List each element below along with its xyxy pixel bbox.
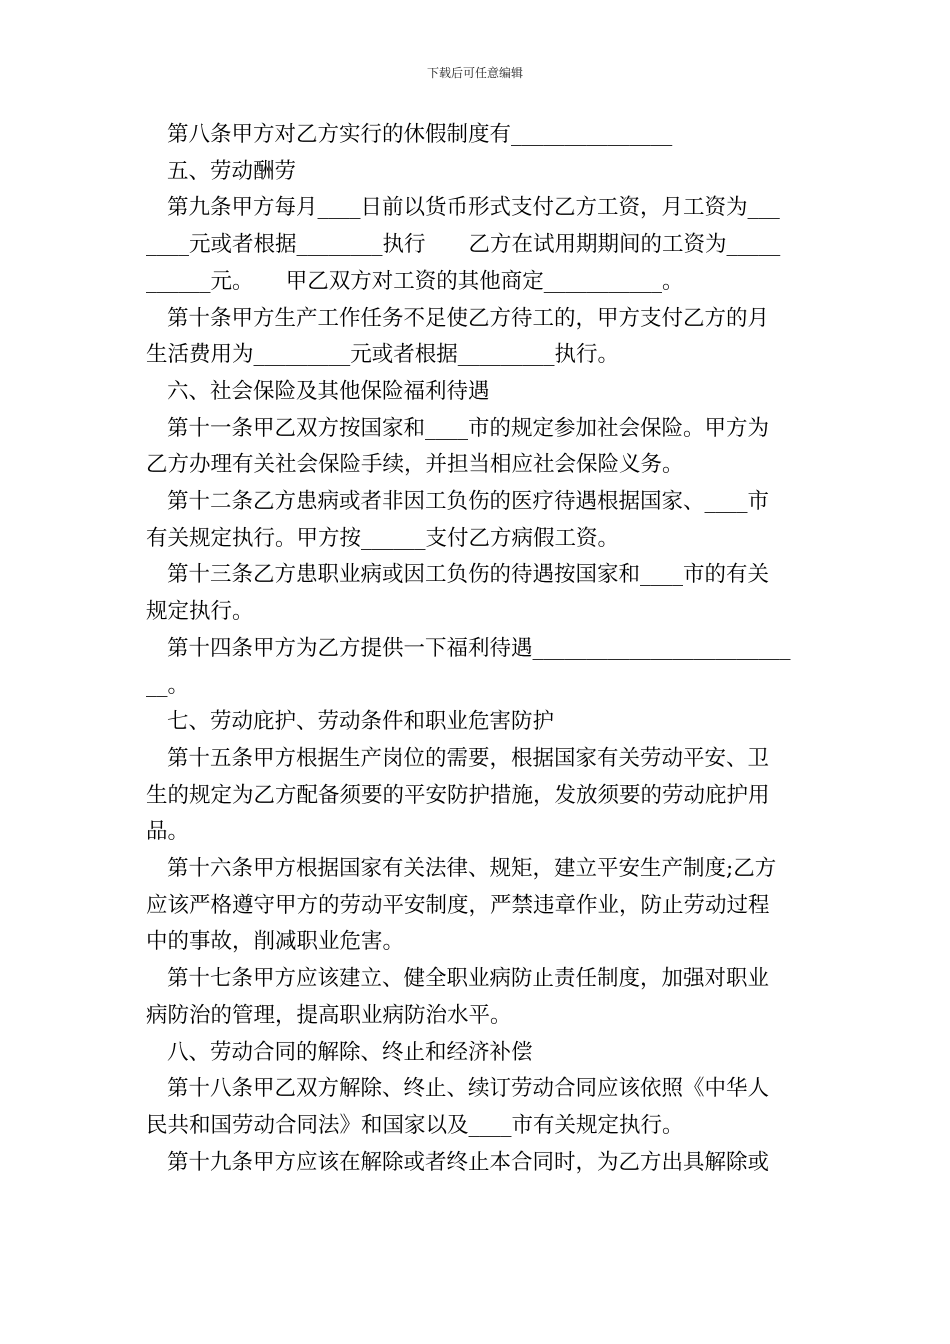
text-line: 规定执行。 — [146, 599, 254, 624]
text-line: 第十五条甲方根据生产岗位的需要，根据国家有关劳动平安、卫 — [167, 746, 770, 771]
text-line: 乙方办理有关社会保险手续，并担当相应社会保险义务。 — [146, 452, 684, 477]
text-line: 六、社会保险及其他保险福利待遇 — [167, 379, 490, 404]
page-header: 下载后可任意编辑 — [426, 66, 523, 80]
text-line: 病防治的管理，提高职业病防治水平。 — [146, 1003, 512, 1028]
text-line: 七、劳动庇护、劳动条件和职业危害防护 — [167, 709, 555, 734]
text-line: ______元。 甲乙双方对工资的其他商定___________。 — [146, 269, 684, 294]
text-line: 第十九条甲方应该在解除或者终止本合同时，为乙方出具解除或 — [167, 1150, 770, 1175]
text-line: 品。 — [146, 819, 190, 844]
text-line: 生活费用为_________元或者根据_________执行。 — [146, 342, 620, 367]
text-line: ____元或者根据________执行 乙方在试用期期间的工资为_____ — [146, 232, 781, 257]
text-line: 第十二条乙方患病或者非因工负伤的医疗待遇根据国家、____市 — [167, 489, 770, 514]
text-line: 第九条甲方每月____日前以货币形式支付乙方工资，月工资为___ — [167, 195, 780, 220]
text-line: 有关规定执行。甲方按______支付乙方病假工资。 — [146, 526, 620, 551]
text-line: 民共和国劳动合同法》和国家以及____市有关规定执行。 — [146, 1113, 684, 1138]
text-line: 第八条甲方对乙方实行的休假制度有_______________ — [167, 122, 673, 147]
text-line: 第十六条甲方根据国家有关法律、规矩，建立平安生产制度;乙方 — [167, 856, 777, 881]
text-line: 中的事故，削减职业危害。 — [146, 929, 405, 954]
text-line: 第十七条甲方应该建立、健全职业病防止责任制度，加强对职业 — [167, 966, 770, 991]
text-line: 生的规定为乙方配备须要的平安防护措施，发放须要的劳动庇护用 — [146, 783, 770, 808]
text-line: 第十三条乙方患职业病或因工负伤的待遇按国家和____市的有关 — [167, 562, 770, 587]
text-line: 第十一条甲乙双方按国家和____市的规定参加社会保险。甲方为 — [167, 416, 770, 441]
text-line: 八、劳动合同的解除、终止和经济补偿 — [167, 1040, 533, 1065]
text-line: 应该严格遵守甲方的劳动平安制度，严禁违章作业，防止劳动过程 — [146, 893, 770, 918]
text-line: 第十四条甲方为乙方提供一下福利待遇________________________ — [167, 636, 791, 661]
text-line: __。 — [146, 673, 190, 698]
text-line: 五、劳动酬劳 — [167, 159, 297, 184]
text-line: 第十条甲方生产工作任务不足使乙方待工的，甲方支付乙方的月 — [167, 306, 770, 331]
text-line: 第十八条甲乙双方解除、终止、续订劳动合同应该依照《中华人 — [167, 1076, 770, 1101]
